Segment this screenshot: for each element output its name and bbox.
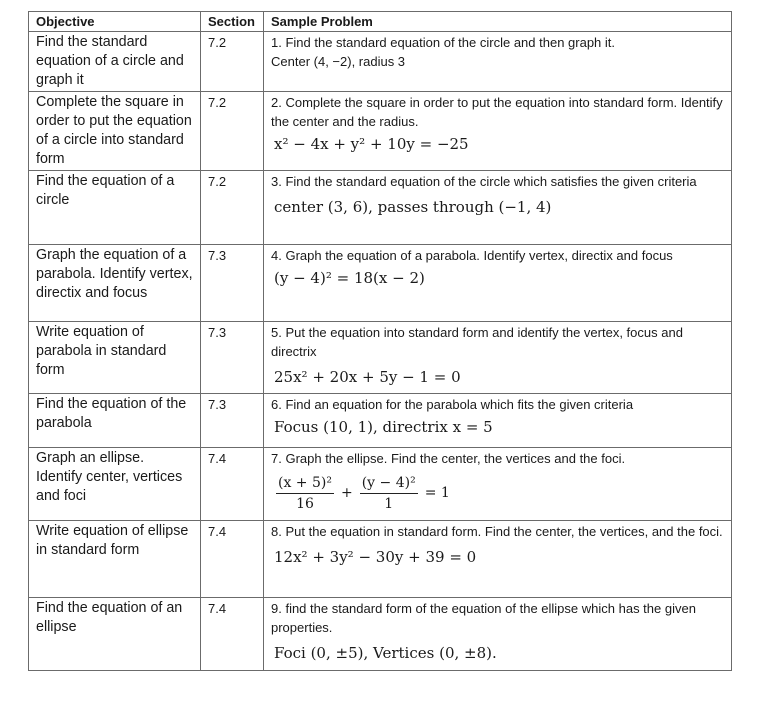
table-row (29, 394, 732, 448)
equation-rhs: = 1 (424, 485, 450, 501)
header-problem: Sample Problem (264, 12, 732, 32)
problem-text: 5. Put the equation into standard form and identify the vertex, focus and directrix (271, 325, 683, 359)
problem-cell (264, 322, 732, 394)
section-cell: 7.3 (201, 322, 264, 394)
fraction-denominator: 16 (296, 496, 314, 512)
plus-operator: + (340, 485, 353, 501)
section-cell: 7.2 (201, 92, 264, 171)
problem-cell (264, 92, 732, 171)
objective-cell: Complete the square in order to put the equation of a circle into standard form (29, 92, 201, 171)
problem-equation: (y − 4)² = 18(x − 2) (274, 269, 425, 287)
header-row (29, 12, 732, 32)
section-cell: 7.3 (201, 245, 264, 322)
table-row (29, 32, 732, 92)
section-cell: 7.4 (201, 521, 264, 598)
problem-cell (264, 448, 732, 521)
table-row (29, 92, 732, 171)
table-row (29, 171, 732, 245)
problem-text: 8. Put the equation in standard form. Find the center, the vertices, and the foci. (271, 524, 723, 539)
fraction (360, 474, 418, 513)
problem-text: 3. Find the standard equation of the circle which satisfies the given criteria (271, 174, 697, 189)
problem-equation (274, 474, 725, 513)
section-cell: 7.2 (201, 32, 264, 92)
table-row (29, 322, 732, 394)
problem-cell (264, 394, 732, 448)
problem-equation: 12x² + 3y² − 30y + 39 = 0 (274, 548, 477, 566)
problem-cell (264, 521, 732, 598)
fraction-numerator: (x + 5)² (276, 474, 334, 494)
problem-text: 1. Find the standard equation of the circle and then graph it. (271, 35, 616, 50)
section-cell: 7.2 (201, 171, 264, 245)
objective-cell: Find the equation of the parabola (29, 394, 201, 448)
problem-text: 9. find the standard form of the equation of the ellipse which has the given properties. (271, 601, 696, 635)
problem-text: 4. Graph the equation of a parabola. Identify vertex, directix and focus (271, 248, 673, 263)
problem-equation: 25x² + 20x + 5y − 1 = 0 (274, 368, 461, 386)
fraction-denominator: 1 (384, 496, 394, 512)
problem-text: 6. Find an equation for the parabola which fits the given criteria (271, 397, 634, 412)
fraction (276, 474, 334, 513)
header-section: Section (201, 12, 264, 32)
objective-cell: Write equation of ellipse in standard form (29, 521, 201, 598)
problem-cell (264, 171, 732, 245)
problem-detail: Center (4, −2), radius 3 (271, 54, 406, 69)
problem-equation: x² − 4x + y² + 10y = −25 (274, 135, 469, 153)
problem-equation: center (3, 6), passes through (−1, 4) (274, 198, 552, 216)
problem-text: 2. Complete the square in order to put the equation into standard form. Identify the center and the radius. (271, 95, 723, 129)
problem-cell (264, 245, 732, 322)
objective-cell: Graph the equation of a parabola. Identify vertex, directix and focus (29, 245, 201, 322)
table-row (29, 598, 732, 671)
objective-cell: Find the equation of a circle (29, 171, 201, 245)
problem-text: 7. Graph the ellipse. Find the center, the vertices and the foci. (271, 451, 626, 466)
problem-equation: Foci (0, ±5), Vertices (0, ±8). (274, 644, 497, 662)
problem-cell (264, 598, 732, 671)
table-row (29, 448, 732, 521)
fraction-numerator: (y − 4)² (360, 474, 418, 494)
section-cell: 7.4 (201, 448, 264, 521)
objective-cell: Find the standard equation of a circle and graph it (29, 32, 201, 92)
section-cell: 7.4 (201, 598, 264, 671)
section-cell: 7.3 (201, 394, 264, 448)
objective-cell: Write equation of parabola in standard form (29, 322, 201, 394)
objective-cell: Find the equation of an ellipse (29, 598, 201, 671)
table-row (29, 245, 732, 322)
header-objective: Objective (29, 12, 201, 32)
problem-equation: Focus (10, 1), directrix x = 5 (274, 418, 493, 436)
objective-cell: Graph an ellipse. Identify center, vertices and foci (29, 448, 201, 521)
table-row (29, 521, 732, 598)
problem-cell (264, 32, 732, 92)
objectives-table (28, 11, 732, 671)
